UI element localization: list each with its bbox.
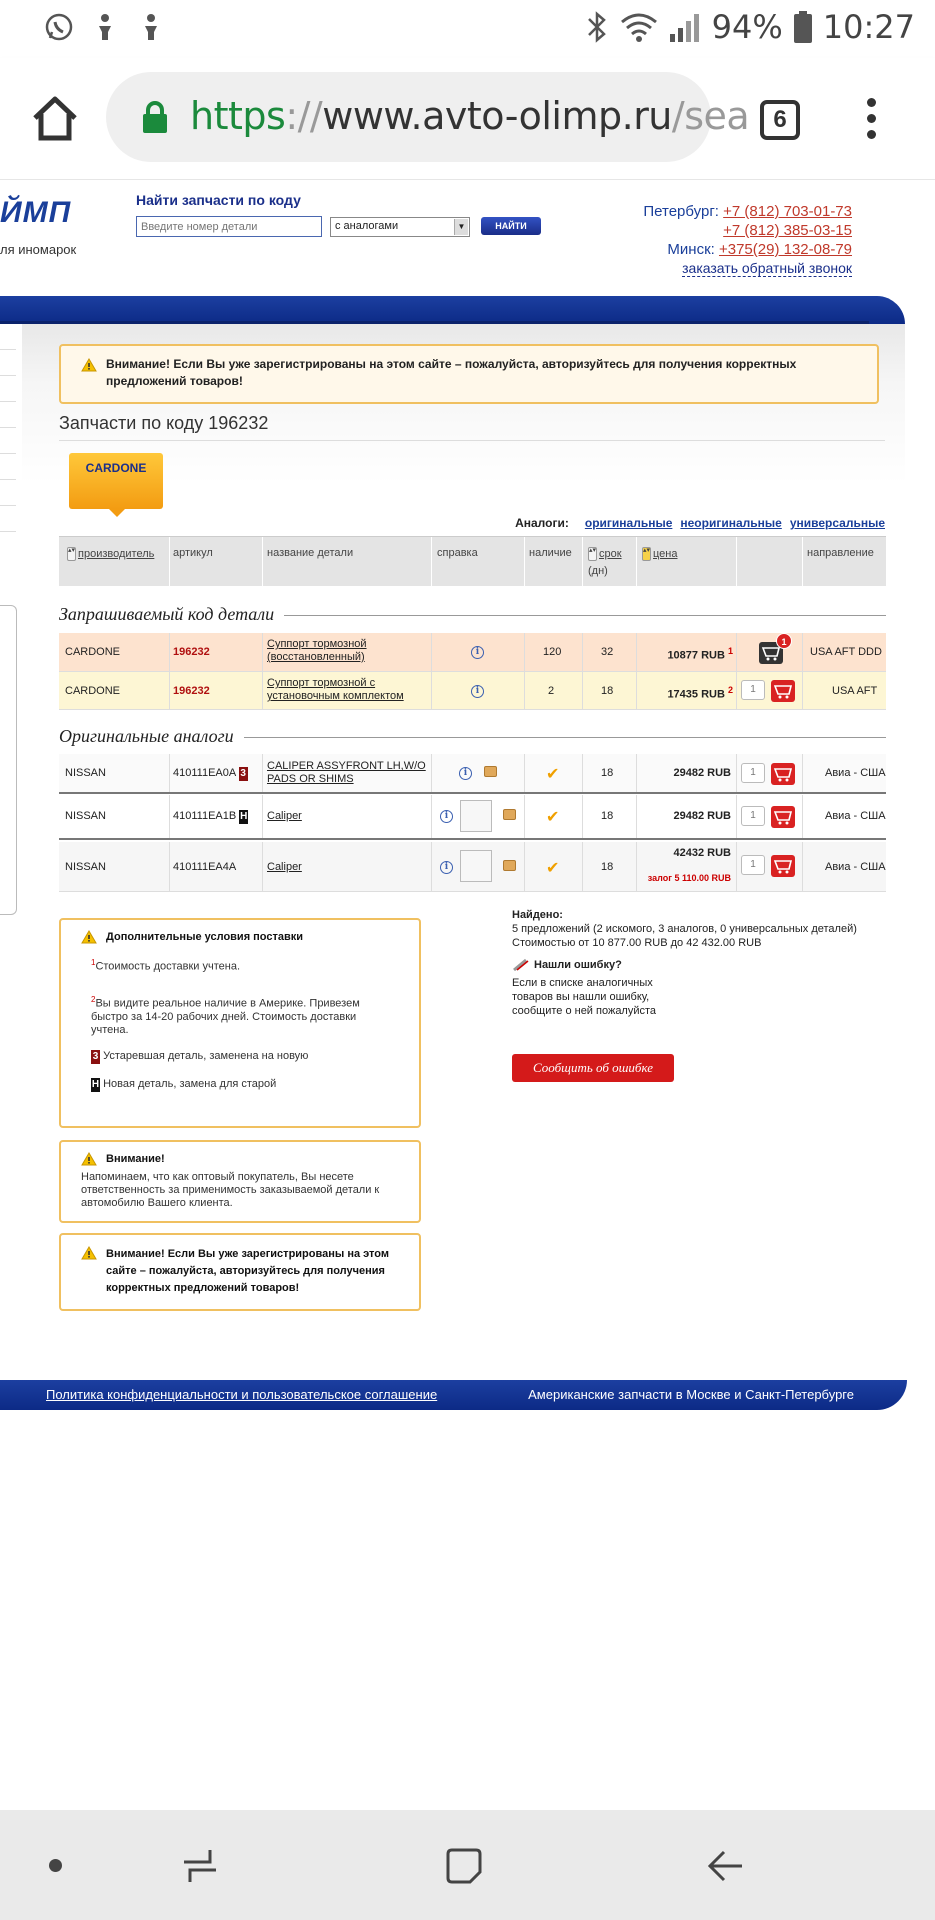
in-stock-check-icon: ✔ [546,809,560,826]
col-name: название детали [267,547,354,559]
cart-badge: 1 [776,633,792,649]
quantity-input[interactable]: 1 [741,763,765,783]
table-row [59,842,886,892]
article: 410111EA4A [173,861,237,873]
warning-icon [81,1246,97,1260]
days: 18 [601,861,614,873]
footer-tagline: Американские запчасти в Москве и Санкт-Петербурге [528,1387,854,1402]
error-text: Если в списке аналогичных товаров вы нашли ошибку, сообщите о ней пожалуйста [512,977,657,1018]
package-icon [484,766,497,777]
direction: Авиа - США [825,767,886,779]
analogs-universal-link[interactable]: универсальные [789,516,885,530]
search-summary [512,908,872,1018]
add-to-cart-icon[interactable] [771,855,795,877]
col-info: справка [437,547,478,559]
days: 18 [601,810,614,822]
login-notice [59,344,879,404]
days: 32 [601,646,614,658]
page-title: Запчасти по коду 196232 [59,413,269,433]
bluetooth-icon [584,10,610,44]
maker: NISSAN [65,810,106,822]
condition-note-2: $^2$Вы видите реальное наличие в Америке. Привезем быстро за 14-20 рабочих дней. Стоимость доставки учтена. [91,995,360,1036]
maker: CARDONE [65,685,121,697]
battery-percent: 94% [711,8,783,46]
col-stock: наличие [529,547,572,559]
sort-icon: ▴▾ [642,547,651,561]
article: 410111EA0A 3 [173,767,246,779]
found-cost: Стоимостью от 10 877.00 RUB до 42 432.00 RUB [512,937,762,949]
sort-icon: ▴▾ [588,547,597,561]
direction: USA AFT DDD [810,646,882,658]
part-name-link[interactable]: CALIPER ASSYFRONT LH,W/O PADS OR SHIMS [267,760,426,785]
url-text: https://www.avto-olimp.ru/sea [190,94,750,138]
article: 196232 [173,646,210,658]
add-to-cart-icon[interactable] [771,763,795,785]
battery-icon [793,10,813,44]
quantity-input[interactable]: 1 [741,806,765,826]
notification-figure-icon-2 [136,12,166,42]
info-icon[interactable]: i [471,685,484,698]
nav-band [0,296,905,324]
maker: CARDONE [65,646,121,658]
phone-link[interactable]: +375(29) 132-08-79 [718,241,852,258]
table-header [59,536,886,586]
login-notice-text: Внимание! Если Вы уже зарегистрированы на этом сайте – пожалуйста, авторизуйтесь для получения корректных предложений товаров! [106,357,797,388]
analogs-original-link[interactable]: оригинальные [584,516,673,530]
note-mark: 1 [727,646,733,656]
site-footer [0,1380,907,1410]
condition-note-1: $^1$Стоимость доставки учтена. [91,958,241,973]
part-photo-thumbnail[interactable] [460,800,492,832]
analogs-select-value: с аналогами [335,220,399,232]
section-original-title: Оригинальные аналоги [59,726,244,747]
login-notice-bottom-text: Внимание! Если Вы уже зарегистрированы на этом сайте – пожалуйста, авторизуйтесь для получения корректных предложений товаров! [106,1248,390,1294]
attention-title: Внимание! [106,1153,165,1165]
site-header [0,180,935,295]
part-number-input[interactable] [136,216,322,237]
col-days-unit: (дн) [588,565,608,577]
col-article: артикул [173,547,213,559]
section-requested-title: Запрашиваемый код детали [59,604,284,625]
find-button[interactable]: НАЙТИ [481,217,541,235]
back-arrow-icon[interactable] [706,1846,746,1886]
in-stock-check-icon: ✔ [546,766,560,783]
table-row [59,672,886,710]
stock: 120 [543,646,562,658]
phone-link[interactable]: +7 (812) 703-01-73 [723,203,852,220]
main-content [22,324,905,1379]
new-part-tag: H [240,811,248,822]
package-icon [503,860,516,871]
login-notice-bottom [59,1233,421,1311]
attention-text: Напоминаем, что как оптовый покупатель, Вы несете ответственность за применимость заказываемой детали к автомобилю Вашего клиента. [81,1171,380,1209]
info-icon[interactable]: i [471,646,484,659]
part-photo-thumbnail[interactable] [460,850,492,882]
price: 42432 RUB [673,847,731,859]
tab-switcher-button[interactable]: 6 [760,100,800,140]
contact-phones [643,202,852,278]
maker: NISSAN [65,861,106,873]
warning-icon [81,1152,97,1166]
sort-days[interactable]: ▴▾ срок [589,547,622,560]
overflow-menu-icon[interactable] [862,98,880,142]
add-to-cart-icon[interactable] [771,806,795,828]
stock: 2 [548,685,555,697]
info-icon[interactable]: i [459,767,472,780]
article: 410111EA1B H [173,810,248,822]
attention-box [59,1140,421,1223]
left-panel-fragment [0,605,17,915]
warning-icon [81,930,97,944]
conditions-title: Дополнительные условия поставки [106,931,304,943]
report-error-button[interactable]: Сообщить об ошибке [512,1054,674,1082]
lock-icon [140,100,170,134]
table-row [59,633,886,672]
direction: Авиа - США [825,861,886,873]
in-stock-check-icon: ✔ [546,860,560,877]
delivery-conditions-box [59,918,421,1128]
legend-new: H Новая деталь, замена для старой [91,1078,277,1090]
article: 196232 [173,685,210,697]
sort-icon: ▴▾ [67,547,76,561]
home-icon[interactable] [30,94,80,144]
sort-maker[interactable]: ▴▾ производитель [68,547,155,560]
clock: 10:27 [822,8,915,46]
quantity-input[interactable]: 1 [741,855,765,875]
price: 29482 RUB [673,767,731,779]
warning-icon [81,358,97,372]
found-summary: 5 предложений (2 искомого, 3 аналогов, 0 универсальных деталей) [512,923,857,935]
days: 18 [601,767,614,779]
part-name-link[interactable]: Caliper [267,861,302,873]
chevron-down-icon: ▼ [454,219,468,235]
phone-link[interactable]: +7 (812) 385-03-15 [723,222,852,239]
add-to-cart-icon[interactable] [771,680,795,702]
price: 29482 RUB [673,810,731,822]
part-name-link[interactable]: Суппорт тормозной (восстановленный) [267,638,367,663]
analogs-filter [515,516,885,530]
divider [59,440,885,441]
table-row [59,795,886,840]
deposit: залог 5 110.00 RUB [647,873,731,883]
phone-label-minsk: Минск: [667,241,715,258]
logo-subtitle: ля иномарок [0,242,77,257]
status-bar [0,0,935,58]
recent-apps-icon[interactable] [180,1846,220,1886]
package-icon [503,809,516,820]
search-title: Найти запчасти по коду [136,192,301,208]
android-nav-bar [0,1810,935,1920]
price: 10877 RUB $^1$ [667,646,733,662]
obsolete-tag: 3 [240,768,246,779]
sort-price[interactable]: ▴▾ цена [643,547,678,560]
quantity-input[interactable]: 1 [741,680,765,700]
signal-icon [668,10,702,44]
direction: USA AFT [832,685,878,697]
part-name-link[interactable]: Суппорт тормозной с установочным комплектом [267,677,404,702]
direction: Авиа - США [825,810,886,822]
error-title: Нашли ошибку? [512,958,872,972]
analogs-select[interactable] [330,217,470,237]
notification-figure-icon [90,12,120,42]
nav-dot-icon[interactable] [49,1859,62,1872]
callback-link[interactable]: заказать обратный звонок [682,260,852,276]
privacy-policy-link[interactable]: Политика конфиденциальности и пользовательское соглашение [46,1387,438,1402]
cart-icon[interactable] [759,637,787,664]
days: 18 [601,685,614,697]
wifi-icon [620,10,658,44]
address-bar[interactable] [106,72,750,162]
analogs-nonoriginal-link[interactable]: неоригинальные [680,516,782,530]
site-logo[interactable]: ЙМП [0,196,72,229]
home-square-icon[interactable] [444,1846,484,1886]
price: 17435 RUB $^2$ [667,685,733,701]
brand-tab-cardone[interactable]: CARDONE [69,453,163,509]
browser-toolbar [0,58,935,180]
note-mark: 2 [727,685,733,695]
info-icon[interactable]: i [440,810,453,823]
part-name-link[interactable]: Caliper [267,810,302,822]
whatsapp-icon [44,12,74,42]
info-icon[interactable]: i [440,861,453,874]
analogs-label: Аналоги: [515,516,569,530]
table-row [59,754,886,794]
legend-obsolete: 3 Устаревшая деталь, заменена на новую [92,1050,309,1062]
col-direction: направление [807,547,874,559]
phone-label-spb: Петербург: [643,203,719,220]
maker: NISSAN [65,767,106,779]
report-error-icon [512,958,530,972]
found-title: Найдено: [512,909,563,921]
